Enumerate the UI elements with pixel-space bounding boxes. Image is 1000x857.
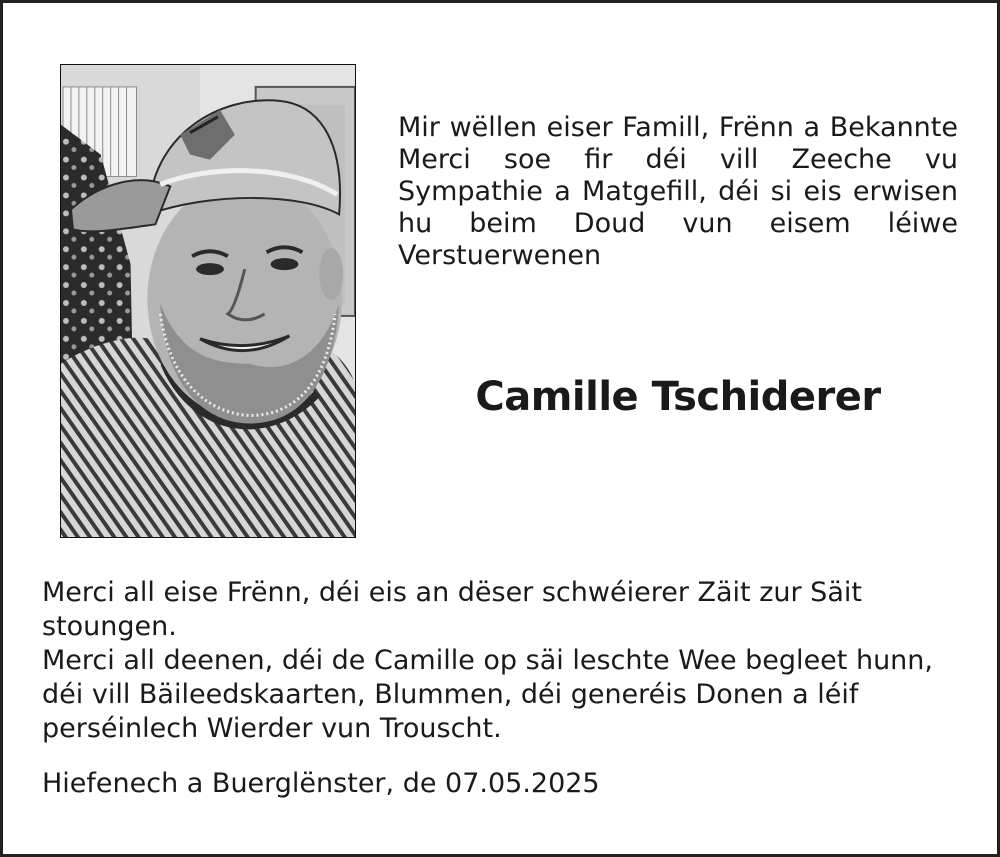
portrait-photo: [60, 64, 356, 538]
thank-you-body: [42, 576, 947, 746]
portrait-illustration: [61, 65, 355, 537]
deceased-name: Camille Tschiderer: [475, 374, 881, 420]
thank-you-paragraph-mourners: Merci all deenen, déi de Camille op säi leschte Wee begleet hunn, déi vill Bäileedskaarten, Blummen, déi generéis Donen a léif perséinlech Wierder vun Trouscht.: [42, 645, 933, 744]
thank-you-paragraph-friends: Merci all eise Frënn, déi eis an dëser schwéierer Zäit zur Säit stoungen.: [42, 577, 862, 642]
place-and-date: Hiefenech a Buerglënster, de 07.05.2025: [42, 768, 600, 799]
thank-you-intro: Mir wëllen eiser Famill, Frënn a Bekannte Merci soe fir déi vill Zeeche vu Sympathie a Matgefill, déi si eis erwisen hu beim Doud vun eisem léiwe Verstuerwenen: [398, 112, 958, 271]
